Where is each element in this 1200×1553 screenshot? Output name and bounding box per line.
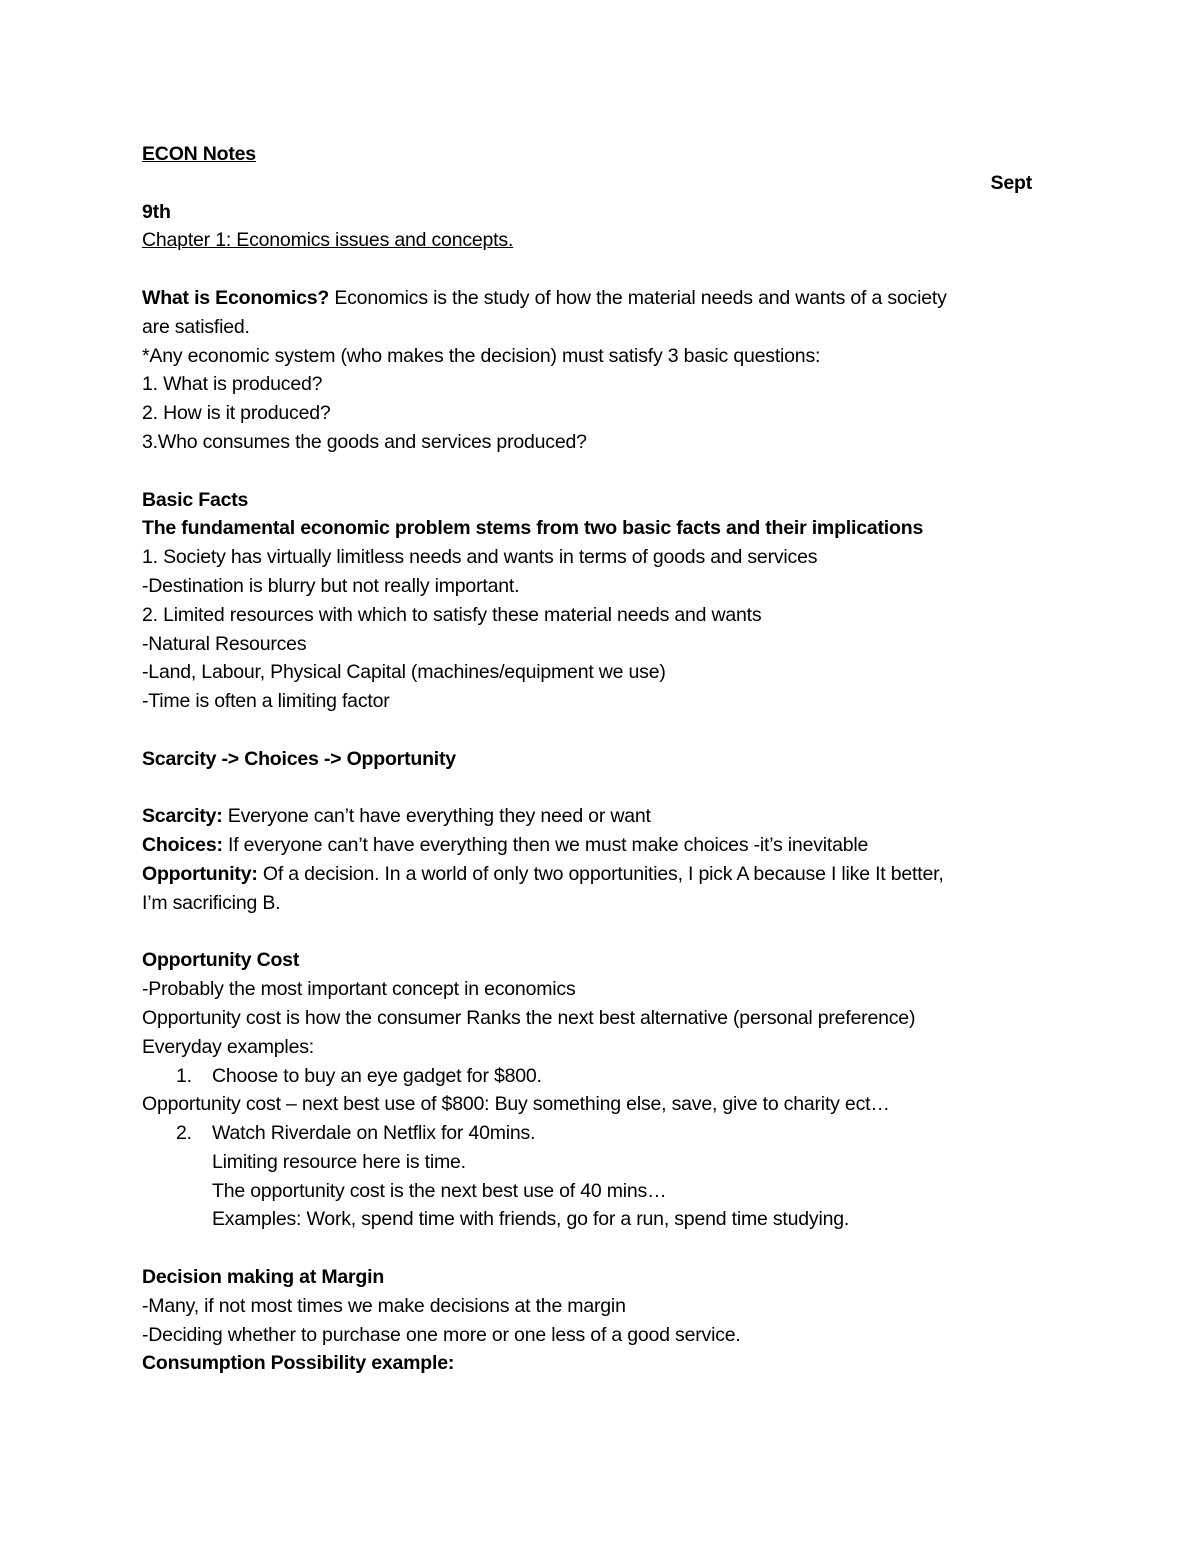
example-2 [142,1119,1062,1148]
opportunity-label: Opportunity: [142,862,258,885]
basic-facts-subheading: The fundamental economic problem stems from two basic facts and their implications [142,517,924,540]
scarcity-label: Scarcity: [142,805,223,828]
consumption-example-heading: Consumption Possibility example: [142,1352,455,1375]
date-day: 9th [142,200,171,223]
what-is-text: Economics is the study of how the material needs and wants of a society [329,286,947,309]
example-2-text: Watch Riverdale on Netflix for 40mins. [212,1122,536,1145]
example-1 [142,1062,1062,1091]
opportunity-text-cont: I’m sacrificing B. [142,891,281,914]
choices-text: If everyone can’t have everything then we must make choices -it’s inevitable [222,834,869,857]
opportunity-cost-line: Everyday examples: [142,1035,314,1058]
choices-definition [142,831,1062,860]
chapter-heading: Chapter 1: Economics issues and concepts. [142,229,514,252]
questions-intro: *Any economic system (who makes the decision) must satisfy 3 basic questions: [142,344,821,367]
basic-fact-line: -Land, Labour, Physical Capital (machines/equipment we use) [142,661,666,684]
basic-fact-line: 1. Society has virtually limitless needs and wants in terms of goods and services [142,546,818,569]
margin-heading: Decision making at Margin [142,1266,385,1289]
example-2-detail: Examples: Work, spend time with friends, go for a run, spend time studying. [212,1208,850,1231]
basic-fact-line: -Destination is blurry but not really important. [142,574,520,597]
example-1-cost: Opportunity cost – next best use of $800: Buy something else, save, give to charity ect… [142,1093,890,1116]
what-is-label: What is Economics? [142,286,330,309]
document-page [142,140,1062,1378]
opportunity-cost-line: Opportunity cost is how the consumer Ranks the next best alternative (personal preference) [142,1006,916,1029]
opportunity-cost-line: -Probably the most important concept in economics [142,978,576,1001]
example-1-text: Choose to buy an eye gadget for $800. [212,1064,542,1087]
scarcity-text: Everyone can’t have everything they need or want [222,805,651,828]
spacer [142,1234,1062,1263]
margin-line: -Many, if not most times we make decisions at the margin [142,1294,626,1317]
spacer [142,918,1062,947]
question-2: 2. How is it produced? [142,402,331,425]
margin-line: -Deciding whether to purchase one more or one less of a good service. [142,1323,741,1346]
spacer [142,716,1062,745]
basic-facts-heading: Basic Facts [142,488,249,511]
scarcity-definition [142,802,1062,831]
basic-fact-line: -Time is often a limiting factor [142,690,390,713]
example-2-detail: Limiting resource here is time. [212,1150,466,1173]
spacer [142,457,1062,486]
spacer [142,774,1062,803]
what-is-text-cont: are satisfied. [142,315,250,338]
basic-fact-line: 2. Limited resources with which to satisfy these material needs and wants [142,603,762,626]
basic-fact-line: -Natural Resources [142,632,307,655]
opportunity-definition [142,860,1062,889]
flow-heading: Scarcity -> Choices -> Opportunity [142,747,456,770]
spacer [142,255,1062,284]
choices-label: Choices: [142,834,223,857]
opportunity-cost-heading: Opportunity Cost [142,949,300,972]
example-1-number: 1. [176,1064,192,1087]
example-2-number: 2. [176,1122,192,1145]
date-sept: Sept [990,171,1032,194]
question-1: 1. What is produced? [142,373,323,396]
opportunity-text: Of a decision. In a world of only two opportunities, I pick A because I like It better, [257,862,944,885]
document-title: ECON Notes [142,143,256,165]
example-2-detail: The opportunity cost is the next best use of 40 mins… [212,1179,667,1202]
what-is-economics [142,284,1062,313]
question-3: 3.Who consumes the goods and services produced? [142,430,587,453]
